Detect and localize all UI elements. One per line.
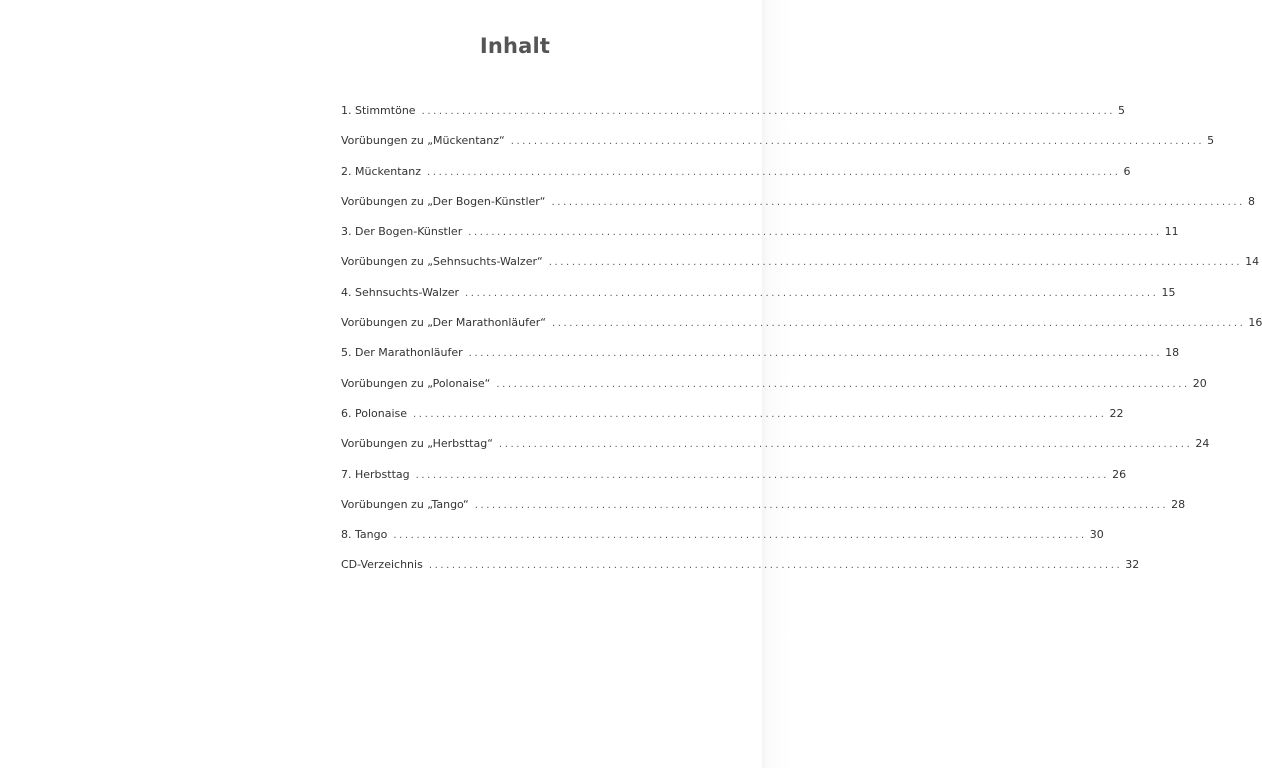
toc-leader-dots: ........................................................................................................................: [510, 136, 1205, 148]
toc-entry-page: 16: [1248, 316, 1262, 330]
toc-leader-dots: ........................................................................................................................: [421, 106, 1116, 117]
toc-entry-page: 20: [1192, 376, 1207, 390]
toc-entry: [341, 497, 1186, 528]
toc-entry-label: Vorübungen zu „Herbsttag“: [341, 437, 493, 451]
toc-entry: [341, 467, 1127, 498]
toc-entry-page: 14: [1245, 255, 1260, 269]
toc-entry: [341, 437, 1210, 467]
toc-entry-page: 32: [1125, 558, 1140, 572]
toc-entry: [341, 164, 1131, 195]
toc-entry-label: Vorübungen zu „Sehnsuchts-Walzer“: [341, 255, 543, 269]
toc-entry-page: 8: [1247, 194, 1255, 208]
toc-entry-label: CD-Verzeichnis: [341, 558, 423, 572]
toc-leader-dots: ........................................................................................................................: [468, 348, 1163, 360]
toc-entry: [341, 285, 1176, 316]
toc-entry-label: Vorübungen zu „Tango“: [341, 497, 469, 511]
toc-entry: [341, 104, 1126, 134]
toc-entry-label: 5. Der Marathonläufer: [341, 346, 463, 360]
toc-entry-label: 2. Mückentanz: [341, 164, 422, 178]
toc-leader-dots: ........................................................................................................................: [468, 227, 1162, 239]
toc-leader-dots: ........................................................................................................................: [498, 439, 1193, 451]
toc-entry-page: 22: [1109, 406, 1124, 420]
toc-entry: [341, 194, 1255, 225]
toc-leader-dots: ........................................................................................................................: [548, 257, 1243, 269]
toc-leader-dots: ........................................................................................................................: [465, 287, 1159, 299]
toc-leader-dots: ........................................................................................................................: [415, 469, 1110, 481]
toc-entry-page: 6: [1123, 164, 1131, 178]
toc-entry-page: 15: [1161, 285, 1176, 299]
toc-entry-label: Vorübungen zu „Der Marathonläufer“: [341, 316, 546, 330]
toc-entry-label: Vorübungen zu „Polonaise“: [341, 376, 491, 390]
toc-leader-dots: ........................................................................................................................: [551, 196, 1245, 208]
toc-leader-dots: ........................................................................................................................: [496, 378, 1190, 390]
toc-leader-dots: ........................................................................................................................: [393, 530, 1087, 542]
toc-leader-dots: ........................................................................................................................: [413, 408, 1107, 420]
toc-entry: [341, 558, 1140, 588]
toc-entry: [341, 225, 1179, 255]
toc-entry-label: 8. Tango: [341, 528, 388, 542]
toc-entry-page: 18: [1165, 346, 1180, 360]
toc-entry-label: 4. Sehnsuchts-Walzer: [341, 285, 460, 299]
toc-entry-page: 11: [1164, 225, 1179, 239]
toc-entry: [341, 316, 1262, 346]
toc-entry-label: 1. Stimmtöne: [341, 104, 416, 117]
page-title: Inhalt: [479, 34, 551, 58]
toc-entry-page: 24: [1195, 437, 1210, 451]
toc-entry-page: 26: [1112, 467, 1127, 481]
toc-entry-page: 5: [1207, 134, 1215, 148]
toc-leader-dots: ........................................................................................................................: [428, 560, 1123, 572]
toc-entry-page: 28: [1171, 497, 1186, 511]
toc-entry: [341, 528, 1104, 558]
toc-entry: [341, 255, 1260, 285]
toc-entry: [341, 134, 1215, 164]
toc-entry-page: 5: [1118, 104, 1126, 117]
toc-entry: [341, 406, 1124, 437]
toc-entry-label: 3. Der Bogen-Künstler: [341, 225, 463, 239]
toc-entry-page: 30: [1089, 528, 1104, 542]
toc-entry: [341, 346, 1180, 376]
toc-entry-label: Vorübungen zu „Der Bogen-Künstler“: [341, 194, 546, 208]
toc-entry-label: 6. Polonaise: [341, 406, 408, 420]
toc-entry-label: Vorübungen zu „Mückentanz“: [341, 134, 505, 148]
toc-leader-dots: ........................................................................................................................: [427, 166, 1121, 178]
toc-entry-label: 7. Herbsttag: [341, 467, 410, 481]
table-of-contents: [341, 104, 1262, 589]
toc-leader-dots: ........................................................................................................................: [551, 318, 1246, 330]
toc-leader-dots: ........................................................................................................................: [474, 499, 1169, 511]
toc-entry: [341, 376, 1207, 407]
